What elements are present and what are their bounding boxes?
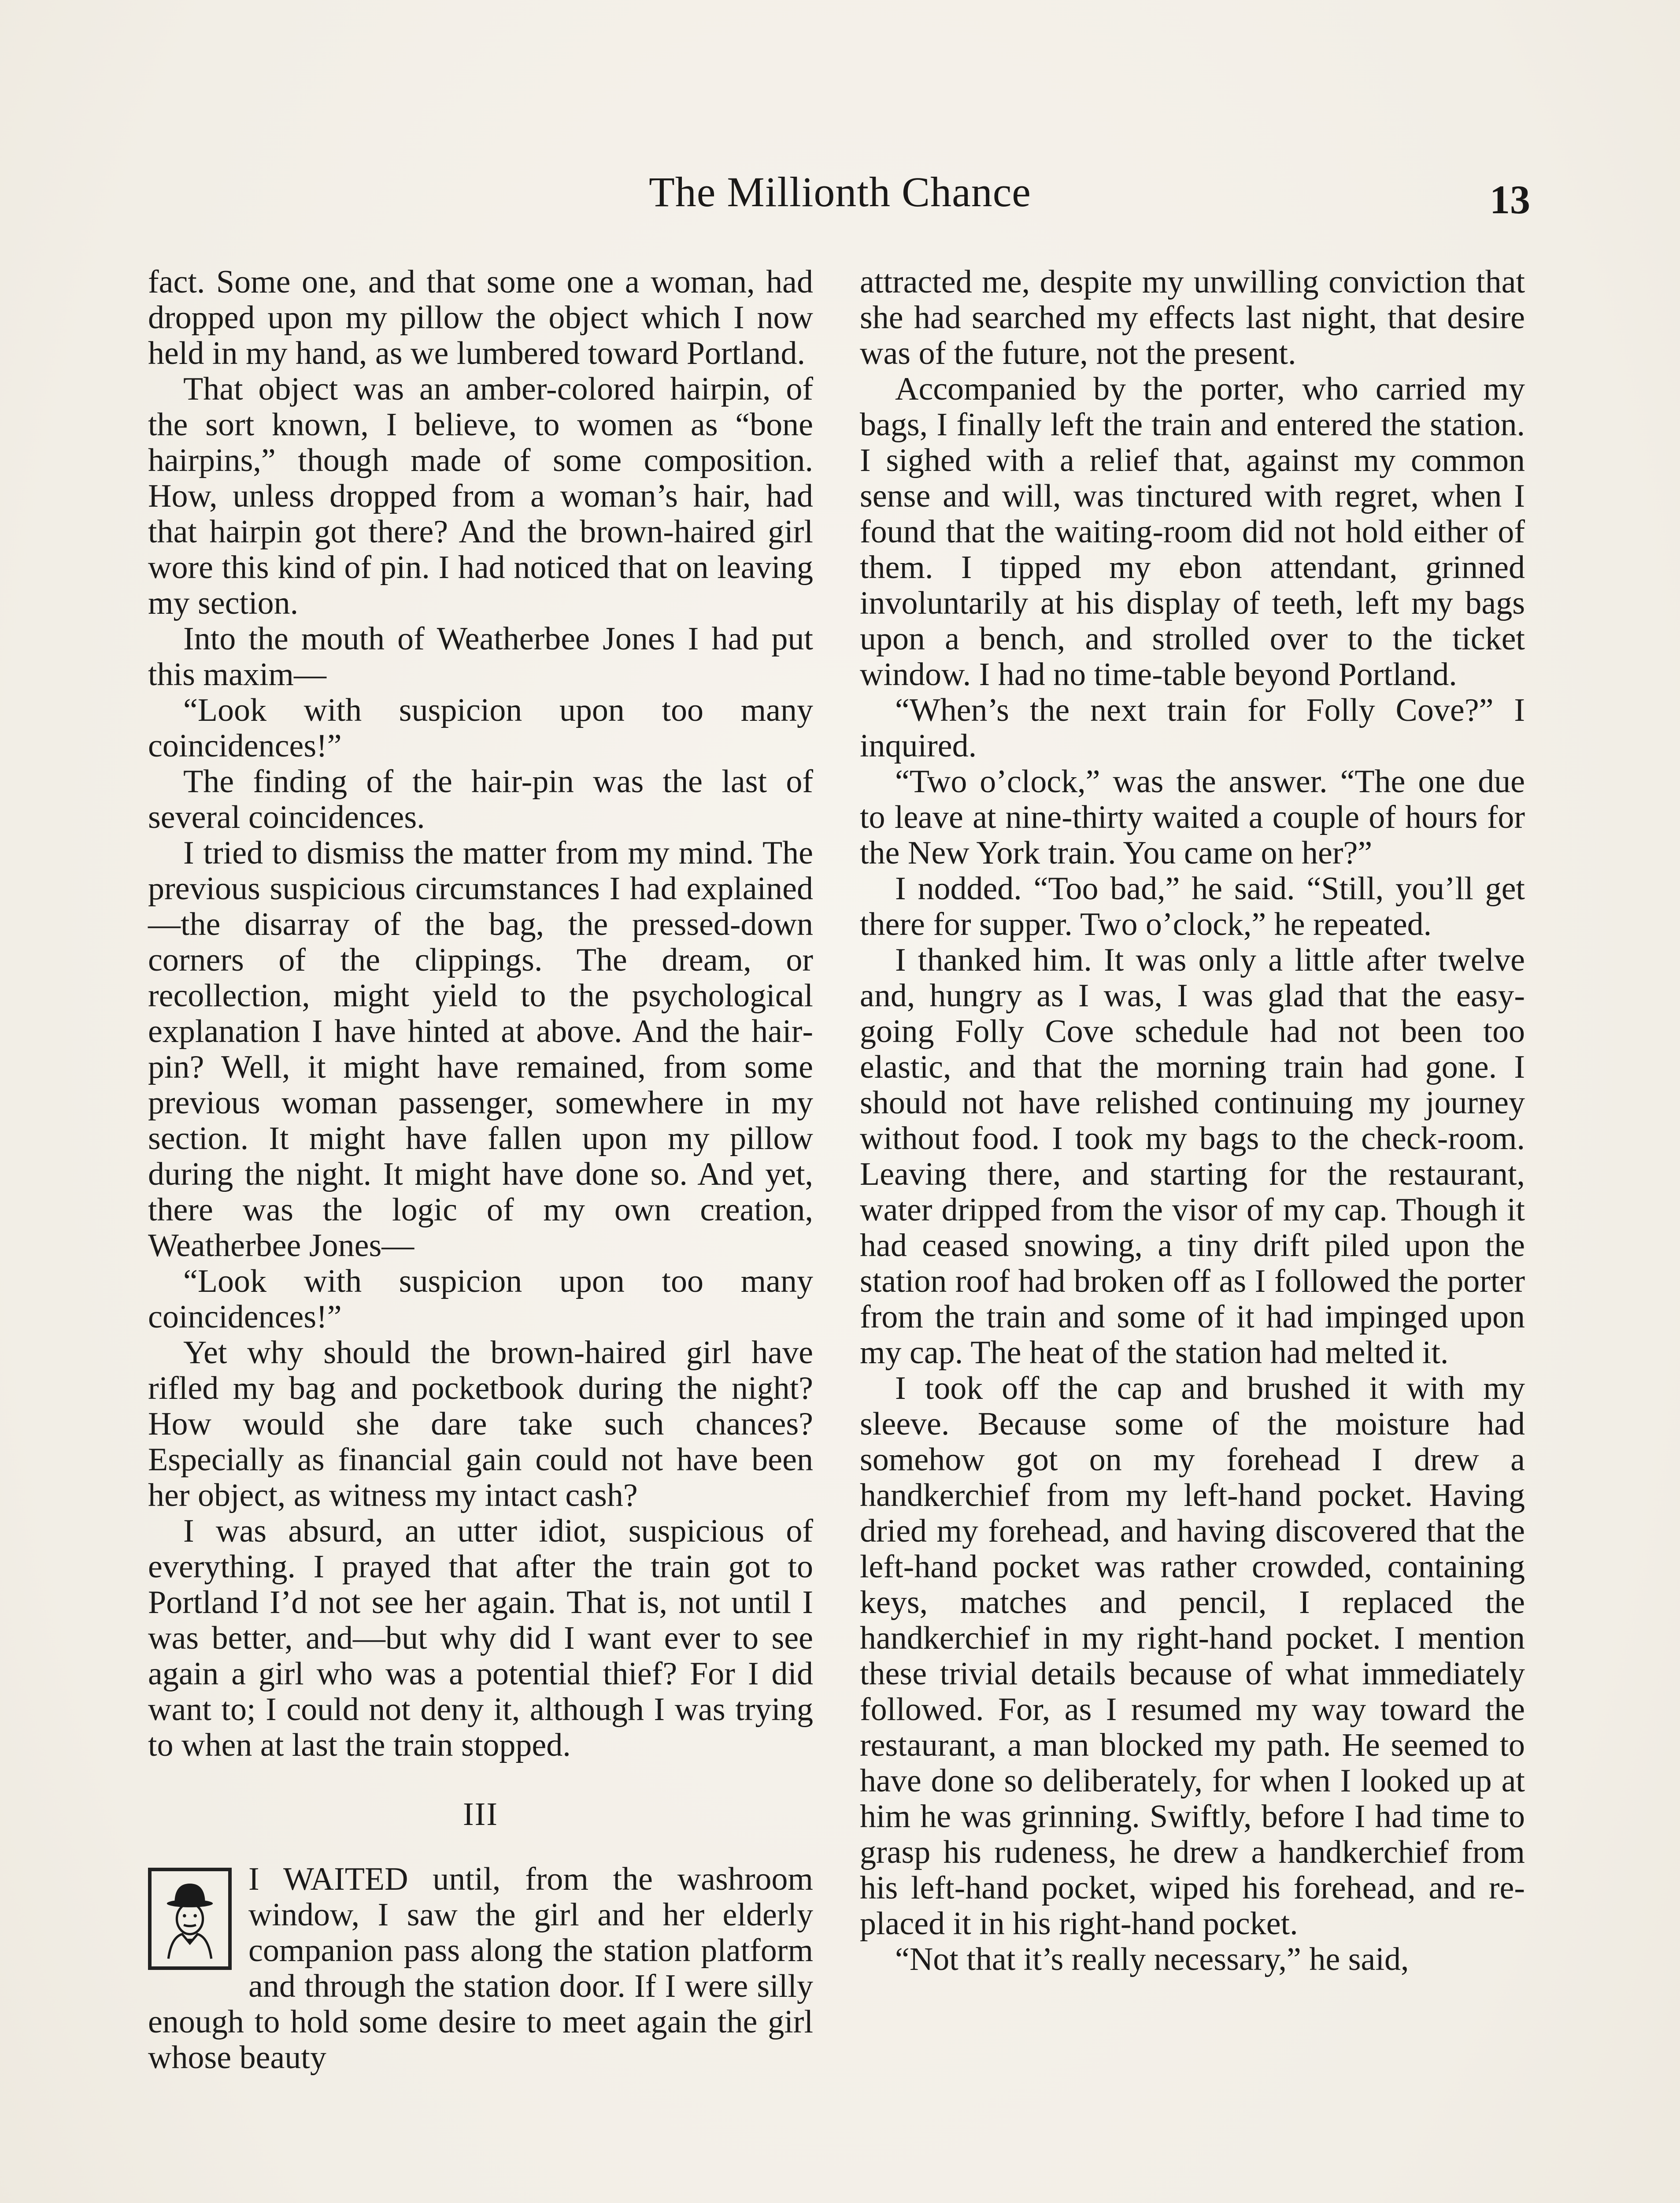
paragraph: “Look with suspicion upon too many coincidences!” — [148, 692, 813, 764]
paragraph: That object was an amber-colored hairpin, of the sort known, I believe, to women as “bone hairpins,” though made of some composition. How, unless dropped from a woman’s hair, had that hairpin got there? And the brown-haired girl wore this kind of pin. I had noticed that on leaving my section. — [148, 371, 813, 621]
paragraph: Yet why should the brown-haired girl have rifled my bag and pocketbook during the night? How would she dare take such chances? Especially as financial gain could not have been her object, as witness my intact cash? — [148, 1335, 813, 1513]
paragraph: Into the mouth of Weatherbee Jones I had put this maxim— — [148, 621, 813, 693]
left-column — [148, 264, 813, 2076]
paragraph: attracted me, despite my unwilling conviction that she had searched my effects last night, that desire was of the future, not the present. — [860, 264, 1525, 371]
paragraph: fact. Some one, and that some one a woman, had dropped upon my pillow the object which I now held in my hand, as we lumbered toward Portland. — [148, 264, 813, 371]
paragraph: I was absurd, an utter idiot, suspicious of everything. I prayed that after the train got to Portland I’d not see her again. That is, not until I was better, and—but why did I want ever to see again a girl who was a potential thief? For I did want to; I could not deny it, although I was trying to when at last the train stopped. — [148, 1513, 813, 1763]
paragraph: I WAITED until, from the washroom window, I saw the girl and her elderly companion pass along the station platform and through the station door. If I were silly enough to hold some desire to meet again the girl whose beauty — [148, 1861, 813, 2076]
paragraph: “Not that it’s really necessary,” he said, — [895, 1941, 1409, 1977]
paragraph: I thanked him. It was only a little after twelve and, hungry as I was, I was glad that the easy-going Folly Cove schedule had not been too elastic, and that the morning train had gone. I should not have relished continuing my journey without food. I took my bags to the check-room. Leaving there, and starting for the restaurant, water dripped from the visor of my cap. Though it had ceased snowing, a tiny drift piled upon the station roof had broken off as I followed the porter from the train and some of it had impinged upon my cap. The heat of the station had melted it. — [860, 942, 1525, 1371]
paragraph: I tried to dismiss the matter from my mind. The previous suspicious circumstances I had explained—the disarray of the bag, the pressed-down corners of the clippings. The dream, or recollection, might yield to the psychological explanation I have hinted at above. And the hairpin? Well, it might have remained, from some previous woman passenger, somewhere in my section. It might have fallen upon my pillow during the night. It might have done so. And yet, there was the logic of my own creation, Weatherbee Jones— — [148, 835, 813, 1264]
section-heading: III — [463, 1796, 498, 1832]
paragraph: I nodded. “Too bad,” he said. “Still, you’ll get there for supper. Two o’clock,” he repeated. — [860, 871, 1525, 942]
paragraph: “Two o’clock,” was the answer. “The one due to leave at nine-thirty waited a couple of hours for the New York train. You came on her?” — [860, 764, 1525, 871]
paragraph: “When’s the next train for Folly Cove?” I inquired. — [860, 692, 1525, 764]
paragraph: I took off the cap and brushed it with my sleeve. Because some of the moisture had somehow got on my forehead I drew a handkerchief from my left-hand pocket. Having dried my forehead, and having discovered that the left-hand pocket was rather crowded, containing keys, matches and pencil, I replaced the handkerchief in my right-hand pocket. I mention these trivial details because of what immediately followed. For, as I resumed my way toward the restaurant, a man blocked my path. He seemed to have done so deliberately, for when I looked up at him he was grinning. Swiftly, before I had time to grasp his rudeness, he drew a handkerchief from his left-hand pocket, wiped his forehead, and replaced it in his right-hand pocket. — [860, 1370, 1525, 1942]
running-title: The Millionth Chance — [649, 168, 1031, 215]
paragraph: “Look with suspicion upon too many coincidences!” — [148, 1263, 813, 1335]
page-number: 13 — [1490, 177, 1530, 222]
paragraph: The finding of the hair-pin was the last of several coincidences. — [148, 764, 813, 835]
right-column — [860, 264, 1525, 1977]
paragraph: Accompanied by the porter, who carried my bags, I finally left the train and entered the station. I sighed with a relief that, against my common sense and will, was tinctured with regret, when I found that the waiting-room did not hold either of them. I tipped my ebon attendant, grinned involuntarily at his display of teeth, left my bags upon a bench, and strolled over to the ticket window. I had no time-table beyond Portland. — [860, 371, 1525, 693]
